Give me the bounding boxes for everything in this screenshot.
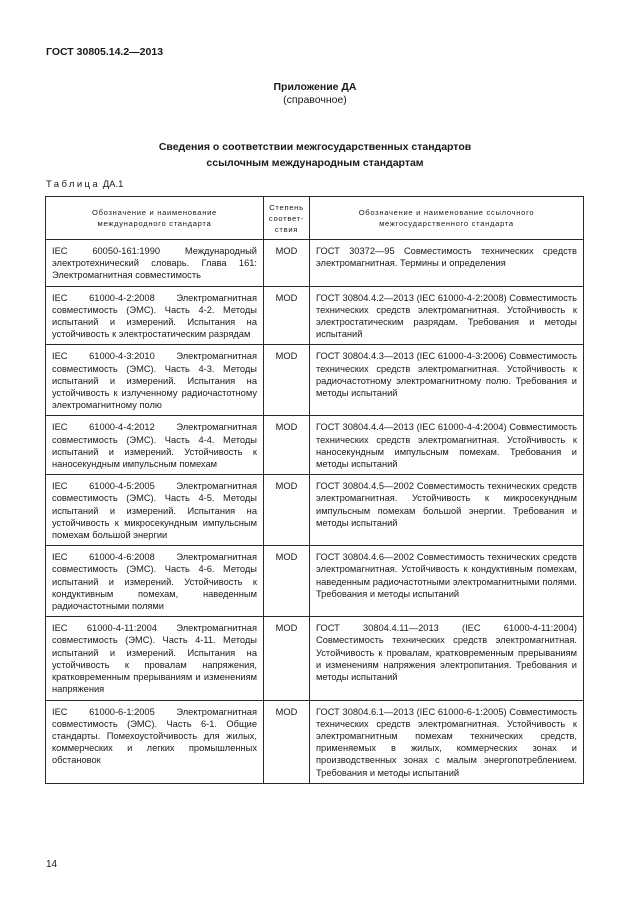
international-standard-cell: IEC 61000-4-4:2012 Электромагнитная совместимость (ЭМС). Часть 4-4. Методы испытаний и измерений. Устойчивость к наносекундным импульсным помехам (46, 416, 264, 475)
table-row (46, 617, 584, 700)
degree-cell: MOD (264, 475, 310, 546)
interstate-standard-cell: ГОСТ 30804.4.4—2013 (IEC 61000-4-4:2004) Совместимость технических средств электромагнитная. Устойчивость к наносекундным импульсным помехам. Требования и методы испытаний (310, 416, 584, 475)
header-interstate-standard: Обозначение и наименование ссылочного межгосударственного стандарта (310, 197, 584, 240)
document-standard-code: ГОСТ 30805.14.2—2013 (46, 46, 164, 58)
international-standard-cell: IEC 61000-6-1:2005 Электромагнитная совместимость (ЭМС). Часть 6-1. Общие стандарты. Помехоустойчивость для жилых, коммерческих и легких промышленных обстановок (46, 700, 264, 783)
degree-cell: MOD (264, 700, 310, 783)
interstate-standard-cell: ГОСТ 30804.4.2—2013 (IEC 61000-4-2:2008) Совместимость технических средств электромагнитная. Устойчивость к электростатическим разрядам. Требования и методы испытаний (310, 286, 584, 345)
table-header-row (46, 197, 584, 240)
degree-cell: MOD (264, 240, 310, 287)
degree-cell: MOD (264, 546, 310, 617)
interstate-standard-cell: ГОСТ 30804.4.11—2013 (IEC 61000-4-11:2004) Совместимость технических средств электромагнитная. Устойчивость к провалам, кратковременным прерываниям и изменениям напряжения электропитания. Требования и методы испытаний (310, 617, 584, 700)
table-body (46, 240, 584, 784)
international-standard-cell: IEC 61000-4-3:2010 Электромагнитная совместимость (ЭМС). Часть 4-3. Методы испытаний и измерений. Испытания на устойчивость к излученному радиочастотному электромагнитному полю (46, 345, 264, 416)
degree-cell: MOD (264, 416, 310, 475)
international-standard-cell: IEC 60050-161:1990 Международный электротехнический словарь. Глава 161: Электромагнитная совместимость (46, 240, 264, 287)
table-row (46, 416, 584, 475)
degree-cell: MOD (264, 345, 310, 416)
table-row (46, 475, 584, 546)
interstate-standard-cell: ГОСТ 30804.6.1—2013 (IEC 61000-6-1:2005) Совместимость технических средств электромагнитная. Устойчивость к электромагнитным помехам технических средств, применяемых в жилых, коммерческих зонах и производственных зонах с малым энергопотреблением. Требования и методы испытаний (310, 700, 584, 783)
international-standard-cell: IEC 61000-4-2:2008 Электромагнитная совместимость (ЭМС). Часть 4-2. Методы испытаний и измерений. Испытания на устойчивость к электростатическим разрядам (46, 286, 264, 345)
table-header (46, 197, 584, 240)
page-number: 14 (46, 859, 58, 870)
degree-cell: MOD (264, 617, 310, 700)
section-title (0, 139, 630, 171)
table-label-word: Таблица (46, 179, 101, 190)
international-standard-cell: IEC 61000-4-6:2008 Электромагнитная совместимость (ЭМС). Часть 4-6. Методы испытаний и измерений. Устойчивость к кондуктивным помехам, наведенным радиочастотными полями (46, 546, 264, 617)
header-international-standard: Обозначение и наименование международного стандарта (46, 197, 264, 240)
international-standard-cell: IEC 61000-4-5:2005 Электромагнитная совместимость (ЭМС). Часть 4-5. Методы испытаний и измерений. Испытания на устойчивость к микросекундным импульсным помехам большой энергии (46, 475, 264, 546)
section-title-line-2: ссылочным международным стандартам (206, 157, 424, 169)
section-title-line-1: Сведения о соответствии межгосударственных стандартов (158, 141, 472, 153)
degree-cell: MOD (264, 286, 310, 345)
table-row (46, 345, 584, 416)
appendix-subtitle: (справочное) (283, 94, 347, 106)
table-row (46, 240, 584, 287)
interstate-standard-cell: ГОСТ 30372—95 Совместимость технических средств электромагнитная. Термины и определения (310, 240, 584, 287)
table-row (46, 700, 584, 783)
appendix-title: Приложение ДА (273, 81, 357, 93)
international-standard-cell: IEC 61000-4-11:2004 Электромагнитная совместимость (ЭМС). Часть 4-11. Методы испытаний и измерений. Испытания на устойчивость к провалам напряжения, кратковременным прерываниям и изменениям напряжения (46, 617, 264, 700)
table-row (46, 286, 584, 345)
table-label (46, 179, 123, 190)
interstate-standard-cell: ГОСТ 30804.4.6—2002 Совместимость технических средств электромагнитная. Устойчивость к кондуктивным помехам, наведенным радиочастотными электромагнитными полями. Требования и методы испытаний (310, 546, 584, 617)
interstate-standard-cell: ГОСТ 30804.4.3—2013 (IEC 61000-4-3:2006) Совместимость технических средств электромагнитная. Устойчивость к радиочастотному электромагнитному полю. Требования и методы испытаний (310, 345, 584, 416)
table-label-number: ДА.1 (102, 179, 124, 190)
correspondence-table (45, 196, 584, 784)
header-degree-of-conformity: Степень соответ-ствия (264, 197, 310, 240)
interstate-standard-cell: ГОСТ 30804.4.5—2002 Совместимость технических средств электромагнитная. Устойчивость к микросекундным импульсным помехам большой энергии. Требования и методы испытаний (310, 475, 584, 546)
table-row (46, 546, 584, 617)
